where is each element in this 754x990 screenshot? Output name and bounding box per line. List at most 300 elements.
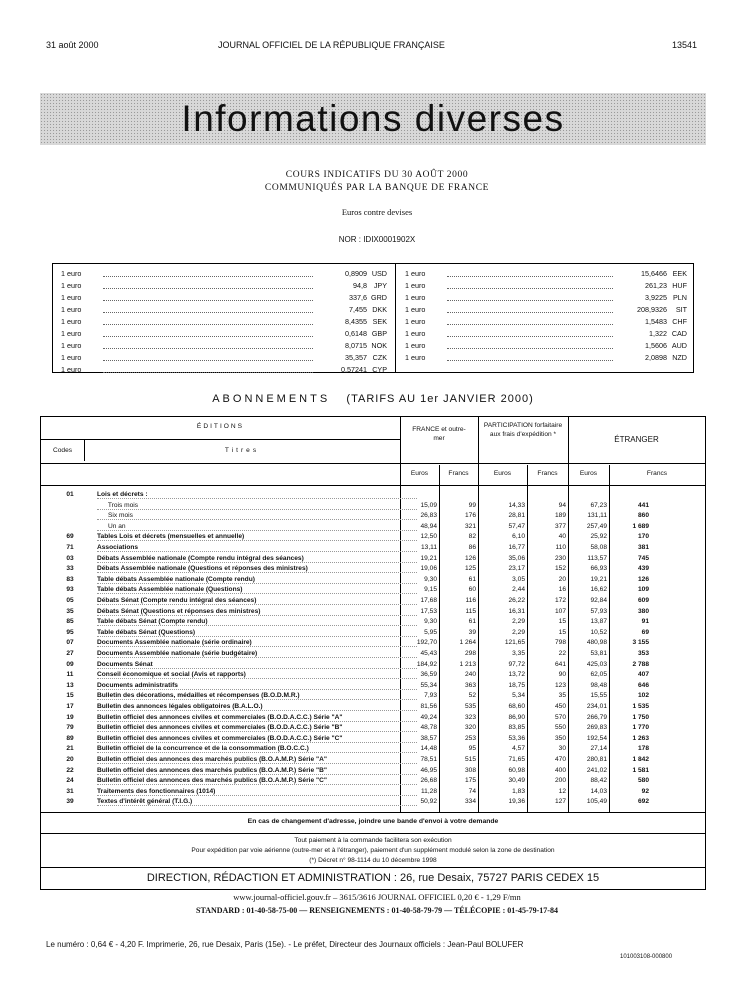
rates_right-rate-row: [405, 327, 687, 339]
rate-value: 1,5606: [645, 340, 667, 350]
rate-value: 3,9225: [645, 293, 667, 303]
rate-value: 2,0898: [645, 352, 667, 362]
col-part-euros: Euros: [493, 470, 512, 477]
table-row: [41, 724, 705, 733]
row-value: 26,68: [420, 777, 437, 785]
row-value: 40: [558, 533, 566, 541]
leader-dots: [447, 318, 613, 325]
row-code: 69: [66, 533, 74, 541]
row-value: 99: [468, 501, 476, 509]
row-value: 3 155: [632, 639, 649, 647]
row-title: Documents Assemblée nationale (série ordinaire): [97, 639, 417, 647]
leader-dots: [447, 270, 613, 277]
row-value: 13,87: [590, 618, 607, 626]
row-value: 86,90: [508, 713, 525, 721]
leader-dots: [447, 294, 613, 301]
col-france-euros: Euros: [410, 470, 429, 477]
row-title: Bulletin officiel des annonces civiles et commerciales (B.O.D.A.C.C.) Série "C": [97, 735, 417, 743]
row-value: 16,31: [508, 607, 525, 615]
table-row: [41, 629, 705, 638]
row-value: 2,29: [512, 628, 525, 636]
rates_left-rate-row: [61, 292, 387, 304]
row-value: 1 263: [632, 734, 649, 742]
currency-code: CAD: [671, 328, 687, 338]
row-value: 123: [554, 681, 566, 689]
row-value: 1 213: [459, 660, 476, 668]
row-value: 350: [554, 734, 566, 742]
row-value: 83,85: [508, 724, 525, 732]
rate-value: 1,322: [649, 328, 667, 338]
table-row: [41, 523, 705, 532]
row-value: 9,15: [424, 586, 437, 594]
table-row: [41, 565, 705, 574]
leader-dots: [103, 318, 313, 325]
row-value: 107: [554, 607, 566, 615]
col-etranger-francs: Francs: [646, 470, 668, 477]
currency-code: GRD: [371, 293, 387, 303]
row-value: 170: [637, 533, 649, 541]
row-value: 57,47: [508, 522, 525, 530]
row-value: 61: [468, 618, 476, 626]
row-value: 3,35: [512, 650, 525, 657]
row-title: Débats Sénat (Compte rendu intégral des séances): [97, 597, 417, 605]
row-value: 200: [554, 777, 566, 785]
rate-label: 1 euro: [405, 317, 426, 326]
row-value: 92: [641, 787, 649, 795]
table-row: [41, 544, 705, 553]
col-part-francs: Francs: [537, 470, 558, 477]
row-value: 14,48: [420, 745, 437, 753]
row-value: 57,93: [590, 607, 607, 615]
row-value: 269,83: [586, 724, 607, 732]
rates_left-rate-row: [61, 327, 387, 339]
row-value: 62,05: [590, 671, 607, 679]
currency-code: SIT: [675, 305, 687, 315]
row-code: 35: [66, 607, 74, 615]
row-value: 82: [468, 533, 476, 541]
table-row: [41, 512, 705, 521]
rate-value: 0,8909: [345, 269, 367, 279]
row-value: 18,75: [508, 681, 525, 689]
row-title: Associations: [97, 544, 417, 552]
row-code: 85: [66, 618, 74, 626]
website-line: www.journal-officiel.gouv.fr – 3615/3616 JOURNAL OFFICIEL 0,20 € - 1,29 F/mn: [233, 892, 521, 902]
row-code: 19: [66, 713, 74, 721]
leader-dots: [447, 342, 613, 349]
row-value: 1 689: [632, 522, 649, 530]
row-value: 381: [637, 544, 649, 551]
leader-dots: [103, 366, 313, 373]
header-page-number: 13541: [672, 40, 698, 50]
rate-label: 1 euro: [61, 352, 82, 362]
row-value: 22: [558, 650, 566, 657]
rate-value: 337,6: [349, 293, 367, 303]
row-value: 15: [558, 618, 566, 626]
table-row: [41, 692, 705, 701]
row-value: 78,51: [420, 756, 437, 763]
row-value: 126: [637, 575, 649, 583]
row-title: Traitements des fonctionnaires (1014): [97, 788, 417, 796]
subscription-table: [40, 416, 706, 890]
abonnements-tarifs: (TARIFS AU 1er JANVIER 2000): [346, 393, 534, 405]
rate-value: 0,6148: [345, 328, 367, 338]
row-value: 257,49: [586, 522, 607, 530]
currency-code: PLN: [673, 293, 687, 303]
row-value: 55,34: [420, 681, 437, 689]
row-title: Bulletin des annonces légales obligatoires (B.A.L.O.): [97, 703, 417, 711]
row-title: Documents Assemblée nationale (série budgétaire): [97, 650, 417, 658]
row-code: 11: [66, 671, 74, 679]
rates_left-rate-row: [61, 339, 387, 351]
row-value: 116: [465, 597, 476, 604]
row-value: 20: [558, 575, 566, 583]
row-value: 14,33: [508, 501, 525, 509]
row-value: 30: [558, 745, 566, 753]
row-value: 1 750: [632, 713, 649, 721]
table-row: [41, 745, 705, 754]
titres-header: Titres: [224, 447, 260, 454]
row-title: Tables Lois et décrets (mensuelles et annuelle): [97, 533, 417, 541]
row-value: 19,21: [420, 554, 437, 562]
banner-title: Informations diverses: [181, 98, 565, 139]
rates_left-rate-row: [61, 304, 387, 316]
rates_left-rate-row: [61, 316, 387, 328]
row-value: 61: [468, 575, 476, 583]
leader-dots: [103, 270, 313, 277]
change-address-note: En cas de changement d'adresse, joindre une bande d'envoi à votre demande: [247, 818, 499, 825]
cours-subtitle: Euros contre devises: [341, 207, 413, 217]
row-value: 113,57: [587, 554, 607, 562]
rates_left-rate-row: [61, 280, 387, 292]
row-code: 21: [66, 745, 74, 753]
row-code: 22: [66, 766, 74, 774]
row-value: 298: [464, 650, 476, 657]
rate-label: 1 euro: [405, 269, 426, 279]
exchange-rates-box: [52, 263, 694, 373]
row-value: 363: [464, 681, 476, 689]
row-value: 266,79: [586, 713, 607, 721]
row-value: 321: [464, 522, 476, 530]
leader-dots: [103, 330, 313, 337]
row-title: Bulletin officiel des annonces des marchés publics (B.O.A.M.P.) Série "A": [97, 756, 417, 764]
rate-label: 1 euro: [61, 305, 82, 315]
row-value: 425,03: [586, 660, 607, 668]
leader-dots: [103, 294, 313, 301]
row-value: 15,55: [590, 692, 607, 700]
rates_right-rate-row: [405, 316, 687, 328]
row-value: 19,21: [590, 575, 607, 583]
row-value: 16: [558, 586, 566, 594]
rate-label: 1 euro: [405, 328, 426, 338]
row-value: 230: [554, 554, 566, 562]
rates-divider: [395, 264, 396, 372]
col-etranger-euros: Euros: [579, 470, 598, 477]
row-value: 9,30: [424, 575, 437, 583]
rates-right-column: [405, 268, 687, 363]
table-row: [41, 576, 705, 585]
row-code: 09: [66, 660, 74, 668]
rate-value: 261,23: [645, 281, 667, 291]
rates_right-rate-row: [405, 280, 687, 292]
currency-code: DKK: [372, 305, 387, 315]
table-row: [41, 788, 705, 797]
row-value: 17,53: [420, 607, 437, 615]
row-value: 48,94: [420, 522, 437, 530]
row-value: 90: [558, 671, 566, 679]
rates-left-column: [61, 268, 387, 375]
row-value: 745: [637, 554, 649, 562]
row-code: 79: [66, 724, 74, 732]
row-value: 189: [554, 512, 566, 520]
table-row: [41, 533, 705, 542]
row-value: 102: [637, 692, 649, 700]
codes-header: Codes: [52, 447, 73, 454]
row-value: 1 581: [632, 766, 649, 774]
table-row: [41, 586, 705, 595]
rate-label: 1 euro: [61, 364, 82, 374]
row-value: 17,68: [420, 597, 437, 604]
table-row: [41, 798, 705, 807]
rate-value: 35,357: [345, 352, 367, 362]
row-value: 400: [554, 766, 566, 774]
row-code: 05: [66, 597, 74, 604]
row-value: 127: [554, 798, 566, 806]
row-value: 39: [468, 628, 476, 636]
rates_right-rate-row: [405, 339, 687, 351]
rate-label: 1 euro: [405, 281, 426, 291]
row-code: 13: [66, 681, 74, 689]
row-value: 19,36: [508, 798, 525, 806]
row-value: 280,81: [586, 756, 607, 763]
row-value: 2,29: [512, 618, 525, 626]
row-value: 9,30: [424, 618, 437, 626]
currency-code: AUD: [671, 340, 687, 350]
etranger-header: ÉTRANGER: [614, 435, 659, 444]
row-value: 1 264: [459, 639, 476, 647]
row-value: 71,65: [508, 756, 525, 763]
row-code: 17: [66, 703, 74, 710]
row-title: Documents administratifs: [97, 682, 417, 690]
rate-label: 1 euro: [61, 281, 82, 291]
row-value: 2 788: [632, 660, 649, 668]
row-value: 15: [558, 628, 566, 636]
rate-value: 94,8: [353, 281, 367, 291]
table-row: [41, 555, 705, 564]
row-title: Lois et décrets :: [97, 491, 417, 499]
table-row: [41, 608, 705, 617]
row-value: 646: [637, 681, 649, 689]
row-value: 36,59: [420, 671, 437, 679]
row-value: 439: [637, 565, 649, 573]
row-value: 53,81: [590, 650, 607, 657]
row-code: 95: [66, 628, 74, 636]
row-value: 550: [554, 724, 566, 732]
rate-value: 8,0715: [345, 340, 367, 350]
table-row: [41, 767, 705, 776]
row-value: 10,52: [590, 628, 607, 636]
row-title: Bulletin officiel des annonces des marchés publics (B.O.A.M.P.) Série "B": [97, 767, 417, 775]
row-title: Débats Assemblée nationale (Compte rendu intégral des séances): [97, 555, 417, 563]
leader-dots: [447, 330, 613, 337]
direction-address: DIRECTION, RÉDACTION ET ADMINISTRATION : 26, rue Desaix, 75727 PARIS CEDEX 15: [146, 872, 600, 884]
row-value: 4,57: [512, 745, 525, 753]
currency-code: CZK: [372, 352, 387, 362]
currency-code: CYP: [372, 364, 387, 374]
row-value: 152: [554, 565, 566, 573]
row-code: 27: [66, 650, 74, 657]
row-value: 121,65: [504, 639, 525, 647]
row-value: 1 770: [632, 724, 649, 732]
rates_left-rate-row: [61, 363, 387, 375]
row-value: 570: [554, 713, 566, 721]
row-value: 35,06: [508, 554, 525, 562]
row-value: 377: [554, 522, 566, 530]
rate-value: 7,455: [349, 305, 367, 315]
rate-value: 15,6466: [641, 269, 667, 279]
row-value: 1 842: [632, 756, 649, 763]
row-value: 353: [637, 650, 649, 657]
row-value: 53,36: [508, 734, 525, 742]
row-value: 253: [464, 734, 476, 742]
row-value: 45,43: [420, 650, 437, 657]
row-value: 67,23: [590, 501, 607, 509]
row-value: 68,60: [508, 703, 525, 710]
expedition-note: Pour expédition par voie aérienne (outre-mer et à l'étranger), paiement d'un supplément modulé selon la zone de destination: [191, 847, 555, 854]
row-value: 1 535: [632, 703, 649, 710]
row-value: 175: [464, 777, 476, 785]
row-value: 609: [637, 597, 649, 604]
rates_right-rate-row: [405, 268, 687, 280]
footer-numero: Le numéro : 0,64 € - 4,20 F. Imprimerie, 26, rue Desaix, Paris (15e). - Le préfet, Directeur des Journaux officiels : Jean-Paul BOLUFER: [46, 940, 524, 949]
row-value: 240: [464, 671, 476, 679]
row-value: 308: [464, 766, 476, 774]
row-code: 03: [66, 554, 74, 562]
row-value: 450: [554, 703, 566, 710]
leader-dots: [103, 354, 313, 361]
row-value: 28,81: [508, 512, 525, 520]
row-value: 48,78: [420, 724, 437, 732]
row-value: 98,48: [590, 681, 607, 689]
row-code: 93: [66, 586, 74, 594]
rate-value: 1,5483: [645, 317, 667, 326]
editions-header: ÉDITIONS: [196, 423, 245, 430]
row-value: 26,22: [508, 597, 525, 604]
rate-value: 208,9326: [637, 305, 667, 315]
row-title: Conseil économique et social (Avis et rapports): [97, 671, 417, 679]
row-value: 26,83: [420, 512, 437, 520]
row-value: 192,70: [416, 639, 437, 647]
cours-line2: COMMUNIQUÉS PAR LA BANQUE DE FRANCE: [264, 183, 490, 193]
abonnements-title: ABONNEMENTS: [212, 393, 331, 405]
row-value: 692: [637, 798, 649, 806]
table-row: [41, 639, 705, 648]
row-value: 15,09: [420, 501, 437, 509]
row-value: 30,49: [508, 777, 525, 785]
row-value: 46,95: [420, 766, 437, 774]
row-value: 91: [641, 618, 649, 626]
currency-code: NZD: [672, 352, 687, 362]
row-code: 07: [66, 639, 74, 647]
table-row: [41, 703, 705, 712]
row-value: 334: [464, 798, 476, 806]
leader-dots: [447, 282, 613, 289]
row-value: 126: [464, 554, 476, 562]
row-value: 798: [554, 639, 566, 647]
row-value: 176: [464, 512, 476, 520]
row-value: 192,54: [586, 734, 607, 742]
rate-label: 1 euro: [405, 293, 426, 303]
row-title: Table débats Assemblée nationale (Compte rendu): [97, 576, 417, 584]
row-title: Table débats Sénat (Compte rendu): [97, 618, 417, 626]
rate-label: 1 euro: [61, 269, 82, 279]
currency-code: SEK: [372, 317, 387, 326]
row-value: 380: [637, 607, 649, 615]
leader-dots: [447, 306, 613, 313]
row-title: Table débats Sénat (Questions): [97, 629, 417, 637]
row-value: 115: [465, 607, 476, 615]
row-value: 50,92: [420, 798, 437, 806]
row-code: 83: [66, 575, 74, 583]
row-title: Bulletin officiel de la concurrence et de la consommation (B.O.C.C.): [97, 745, 417, 753]
row-value: 38,57: [420, 734, 437, 742]
row-value: 172: [554, 597, 566, 604]
currency-code: USD: [371, 269, 387, 279]
row-code: 20: [66, 756, 74, 763]
row-value: 407: [637, 671, 649, 679]
leader-dots: [103, 306, 313, 313]
france-header: FRANCE et outre-mer: [412, 426, 466, 442]
row-title: Un an: [97, 523, 417, 531]
row-value: 2,44: [512, 586, 525, 594]
table-row: [41, 502, 705, 511]
row-value: 97,72: [508, 660, 525, 668]
row-code: 01: [66, 491, 74, 498]
leader-dots: [103, 282, 313, 289]
row-title: Débats Sénat (Questions et réponses des ministres): [97, 608, 417, 616]
row-title: Documents Sénat: [97, 661, 417, 669]
table-row: [41, 756, 705, 765]
row-value: 27,14: [590, 745, 607, 753]
row-value: 49,24: [420, 713, 437, 721]
rates_right-rate-row: [405, 304, 687, 316]
row-value: 323: [464, 713, 476, 721]
rate-label: 1 euro: [61, 328, 82, 338]
currency-code: JPY: [373, 281, 387, 291]
rates_left-rate-row: [61, 268, 387, 280]
row-value: 16,77: [508, 544, 525, 551]
row-value: 92,84: [590, 597, 607, 604]
row-value: 860: [637, 512, 649, 520]
row-value: 12: [558, 787, 566, 795]
rate-label: 1 euro: [61, 340, 82, 350]
table-row: [41, 650, 705, 659]
row-title: Bulletin officiel des annonces civiles et commerciales (B.O.D.A.C.C.) Série "B": [97, 724, 417, 732]
row-title: Bulletin officiel des annonces des marchés publics (B.O.A.M.P.) Série "C": [97, 777, 417, 785]
row-value: 515: [464, 756, 476, 763]
table-row: [41, 491, 705, 500]
currency-code: CHF: [672, 317, 687, 326]
row-title: Textes d'intérêt général (T.I.G.): [97, 798, 417, 806]
row-value: 109: [637, 586, 649, 594]
table-row: [41, 661, 705, 670]
rate-value: 0,57241: [341, 364, 367, 374]
row-value: 88,42: [590, 777, 607, 785]
row-value: 69: [641, 628, 649, 636]
row-value: 60: [468, 586, 476, 594]
nor-reference: NOR : IDIX0001902X: [338, 235, 416, 244]
footer-reference: 101003108-000800: [620, 954, 673, 960]
rates_right-rate-row: [405, 351, 687, 363]
